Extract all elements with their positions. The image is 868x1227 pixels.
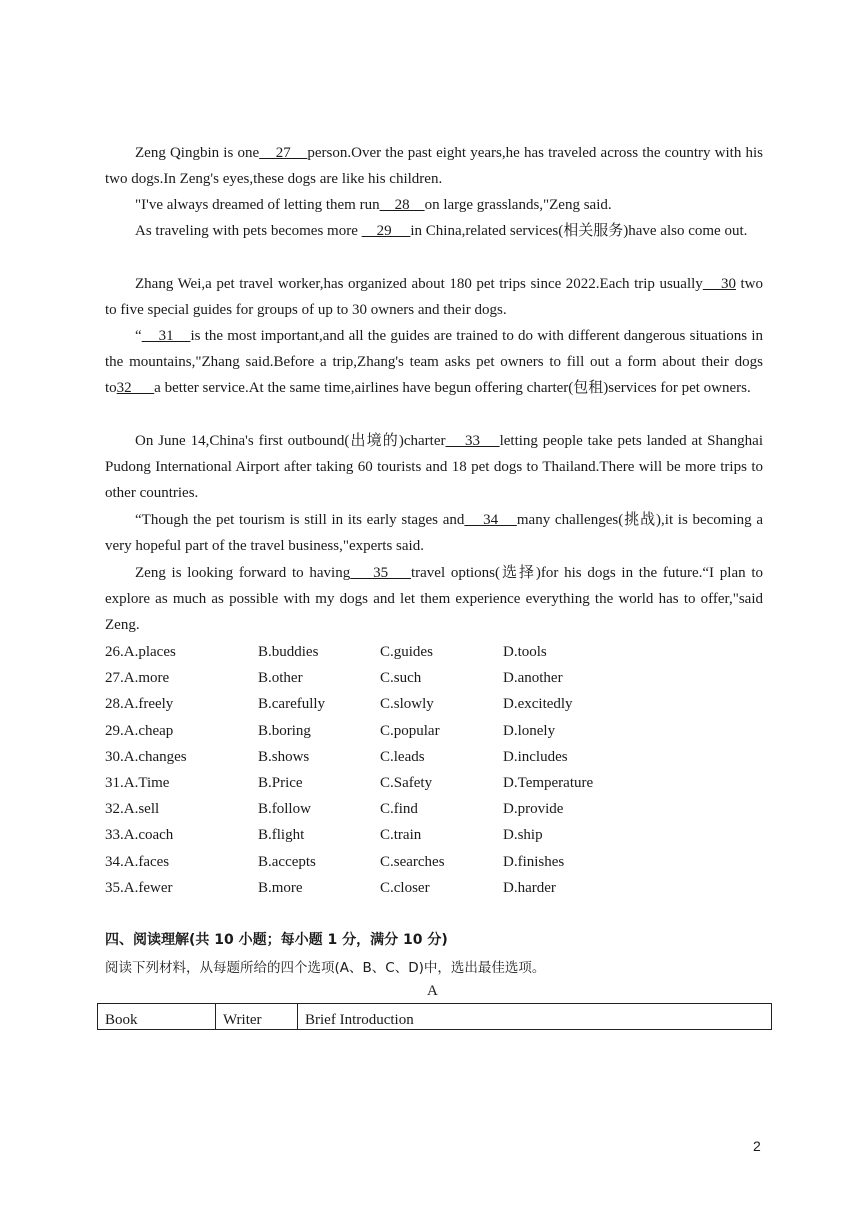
option-d: D.harder bbox=[503, 879, 556, 896]
option-d: D.tools bbox=[503, 644, 547, 660]
option-row bbox=[105, 639, 745, 665]
option-c: C.leads bbox=[380, 748, 425, 765]
option-a: 30.A.changes bbox=[105, 748, 187, 765]
blank-28: 28 bbox=[379, 197, 425, 213]
answer-options bbox=[105, 639, 745, 901]
option-b: B.accepts bbox=[258, 853, 316, 870]
option-a: 34.A.faces bbox=[105, 853, 170, 870]
option-d: D.Temperature bbox=[503, 774, 594, 791]
option-d: D.provide bbox=[503, 801, 564, 818]
option-c: C.closer bbox=[380, 879, 430, 896]
option-row bbox=[105, 744, 745, 770]
option-b: B.boring bbox=[258, 722, 311, 739]
option-b: B.follow bbox=[258, 801, 311, 818]
option-row bbox=[105, 875, 745, 901]
paragraph-7: “Though the pet tourism is still in its early stages and 34 many challenges(挑战),it is becoming a very hopeful part of the travel business,"experts said. bbox=[105, 512, 763, 555]
option-a: 32.A.sell bbox=[105, 801, 160, 818]
option-c: C.Safety bbox=[380, 774, 433, 791]
option-c: C.train bbox=[380, 827, 422, 844]
option-a: 33.A.coach bbox=[105, 827, 174, 844]
paragraph-6: On June 14,China's first outbound(出境的)charter 33 letting people take pets landed at Shanghai Pudong International Airport after taking 60 tourists and 18 pet dogs to Thailand.There will be more trips to other countries. bbox=[105, 433, 764, 502]
column-header-writer: Writer bbox=[216, 1004, 298, 1030]
option-a: 26.A.places bbox=[105, 644, 176, 660]
option-c: C.slowly bbox=[380, 696, 434, 713]
option-d: D.excitedly bbox=[503, 696, 573, 713]
option-b: B.buddies bbox=[258, 644, 319, 660]
section-instruction: 阅读下列材料，从每题所给的四个选项(A、B、C、D)中，选出最佳选项。 bbox=[105, 960, 546, 976]
option-b: B.flight bbox=[258, 827, 305, 844]
blank-33: 33 bbox=[445, 433, 500, 449]
option-d: D.ship bbox=[503, 827, 543, 844]
option-b: B.Price bbox=[258, 774, 303, 791]
page-number: 2 bbox=[753, 1138, 761, 1154]
option-c: C.popular bbox=[380, 722, 440, 739]
option-c: C.guides bbox=[380, 644, 433, 660]
book-table bbox=[97, 1003, 772, 1030]
blank-27: 27 bbox=[259, 145, 308, 161]
blank-34: 34 bbox=[464, 512, 517, 528]
table-header-row bbox=[98, 1004, 772, 1030]
paragraph-2: "I've always dreamed of letting them run 28 on large grasslands,"Zeng said. bbox=[135, 197, 612, 213]
option-row bbox=[105, 718, 745, 744]
blank-32: 32 bbox=[116, 380, 155, 397]
option-a: 28.A.freely bbox=[105, 696, 174, 713]
option-b: B.other bbox=[258, 670, 303, 687]
option-row bbox=[105, 691, 745, 717]
paragraph-3: As traveling with pets becomes more 29 in China,related services(相关服务)have also come out. bbox=[135, 223, 748, 239]
option-c: C.searches bbox=[380, 853, 445, 870]
option-b: B.more bbox=[258, 879, 303, 896]
passage-label: A bbox=[427, 983, 438, 999]
option-row bbox=[105, 770, 745, 796]
paragraph-8: Zeng is looking forward to having 35 travel options(选择)for his dogs in the future.“I plan to explore as much as possible with my dogs and let them experience everything the world has to offer,"said Zeng. bbox=[105, 565, 763, 634]
blank-31: 31 bbox=[141, 328, 191, 344]
option-a: 35.A.fewer bbox=[105, 879, 173, 896]
option-c: C.such bbox=[380, 670, 422, 687]
option-b: B.carefully bbox=[258, 696, 326, 713]
option-a: 31.A.Time bbox=[105, 774, 170, 791]
option-row bbox=[105, 822, 745, 848]
option-d: D.lonely bbox=[503, 722, 556, 739]
option-c: C.find bbox=[380, 801, 418, 818]
option-b: B.shows bbox=[258, 748, 310, 765]
section-title: 四、阅读理解(共 10 小题；每小题 1 分，满分 10 分) bbox=[105, 932, 448, 948]
paragraph-5: “ 31 is the most important,and all the guides are trained to do with different dangerous situations in the mountains,"Zhang said.Before a trip,Zhang's team asks pet owners to fill out a form about their dogs to32 a better service.At the same time,airlines have begun offering charter(包租)services for pet owners. bbox=[105, 328, 764, 397]
blank-29: 29 bbox=[361, 223, 411, 239]
blank-35: 35 bbox=[350, 565, 411, 581]
option-d: D.finishes bbox=[503, 853, 565, 870]
paragraph-1: Zeng Qingbin is one 27 person.Over the past eight years,he has traveled across the country with his two dogs.In Zeng's eyes,these dogs are like his children. bbox=[105, 145, 763, 188]
column-header-book: Book bbox=[98, 1004, 216, 1030]
option-row bbox=[105, 796, 745, 822]
option-a: 29.A.cheap bbox=[105, 722, 174, 739]
option-d: D.another bbox=[503, 670, 563, 687]
column-header-brief-introduction: Brief Introduction bbox=[298, 1004, 772, 1030]
option-d: D.includes bbox=[503, 748, 568, 765]
paragraph-4: Zhang Wei,a pet travel worker,has organized about 180 pet trips since 2022.Each trip usually 30 two to five special guides for groups of up to 30 owners and their dogs. bbox=[105, 276, 763, 319]
option-row bbox=[105, 849, 745, 875]
option-row bbox=[105, 665, 745, 691]
option-a: 27.A.more bbox=[105, 670, 170, 687]
blank-30: 30 bbox=[702, 276, 736, 292]
